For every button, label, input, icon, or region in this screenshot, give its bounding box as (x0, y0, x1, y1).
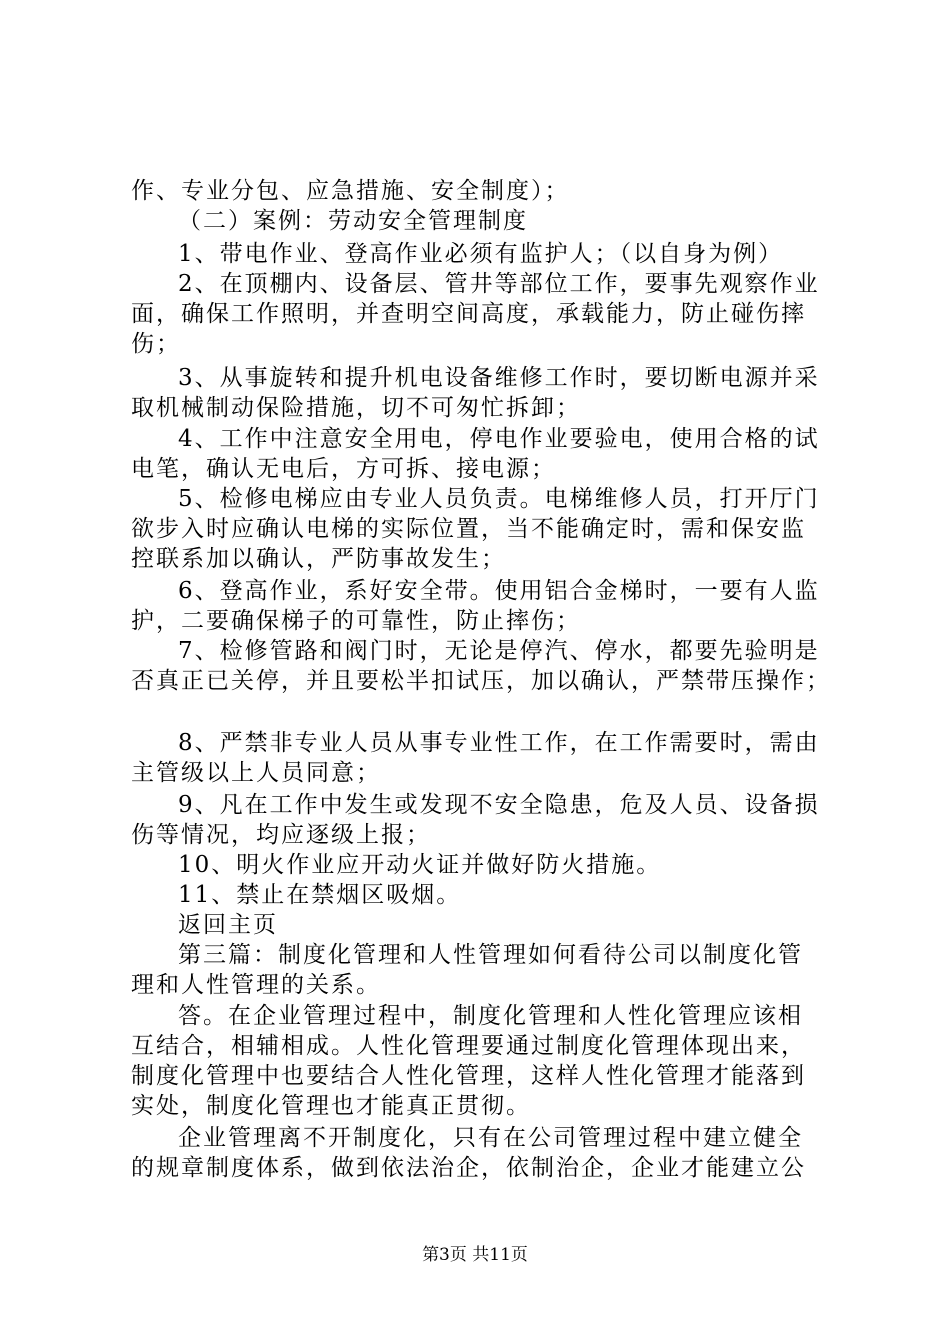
text-line: 企业管理离不开制度化，只有在公司管理过程中建立健全 (178, 1125, 803, 1151)
text-line: 5、检修电梯应由专业人员负责。电梯维修人员，打开厅门 (178, 486, 820, 512)
text-line: 1、带电作业、登高作业必须有监护人；（以自身为例） (178, 241, 784, 267)
text-line: 2、在顶棚内、设备层、管井等部位工作，要事先观察作业 (178, 271, 820, 297)
text-line: 电笔，确认无电后，方可拆、接电源； (131, 456, 556, 482)
text-line: 7、检修管路和阀门时，无论是停汽、停水，都要先验明是 (178, 638, 820, 664)
text-line: 伤； (131, 331, 181, 357)
text-line: 6、登高作业，系好安全带。使用铝合金梯时，一要有人监 (178, 578, 820, 604)
text-line: 欲步入时应确认电梯的实际位置，当不能确定时，需和保安监 (131, 516, 806, 542)
text-line: 11、禁止在禁烟区吸烟。 (178, 882, 462, 908)
chapter-heading: 理和人性管理的关系。 (131, 972, 381, 998)
text-line: 制度化管理中也要结合人性化管理，这样人性化管理才能落到 (131, 1063, 806, 1089)
text-line: 的规章制度体系，做到依法治企，依制治企，企业才能建立公 (131, 1155, 806, 1181)
text-line: 取机械制动保险措施，切不可匆忙拆卸； (131, 395, 581, 421)
text-line: 8、严禁非专业人员从事专业性工作，在工作需要时，需由 (178, 730, 820, 756)
text-line: 3、从事旋转和提升机电设备维修工作时，要切断电源并采 (178, 365, 820, 391)
text-line: 否真正已关停，并且要松半扣试压，加以确认，严禁带压操作； (131, 668, 831, 694)
text-line: 9、凡在工作中发生或发现不安全隐患，危及人员、设备损 (178, 792, 820, 818)
text-line: 面，确保工作照明，并查明空间高度，承载能力，防止碰伤摔 (131, 301, 806, 327)
text-line: 4、工作中注意安全用电，停电作业要验电，使用合格的试 (178, 426, 820, 452)
chapter-heading: 第三篇：制度化管理和人性管理如何看待公司以制度化管 (178, 942, 803, 968)
section-heading: （二）案例：劳动安全管理制度 (178, 208, 528, 234)
return-home-link[interactable]: 返回主页 (178, 912, 278, 938)
text-line: 控联系加以确认，严防事故发生； (131, 546, 506, 572)
text-line: 伤等情况，均应逐级上报； (131, 822, 431, 848)
text-line: 实处，制度化管理也才能真正贯彻。 (131, 1093, 531, 1119)
text-line: 10、明火作业应开动火证并做好防火措施。 (178, 852, 662, 878)
page-number: 第3页 共11页 (422, 1245, 528, 1265)
text-line: 互结合，相辅相成。人性化管理要通过制度化管理体现出来， (131, 1033, 806, 1059)
text-line: 护，二要确保梯子的可靠性，防止摔伤； (131, 608, 581, 634)
text-line: 主管级以上人员同意； (131, 760, 381, 786)
text-line: 答。在企业管理过程中，制度化管理和人性化管理应该相 (178, 1003, 803, 1029)
text-line: 作、专业分包、应急措施、安全制度）； (131, 178, 570, 204)
